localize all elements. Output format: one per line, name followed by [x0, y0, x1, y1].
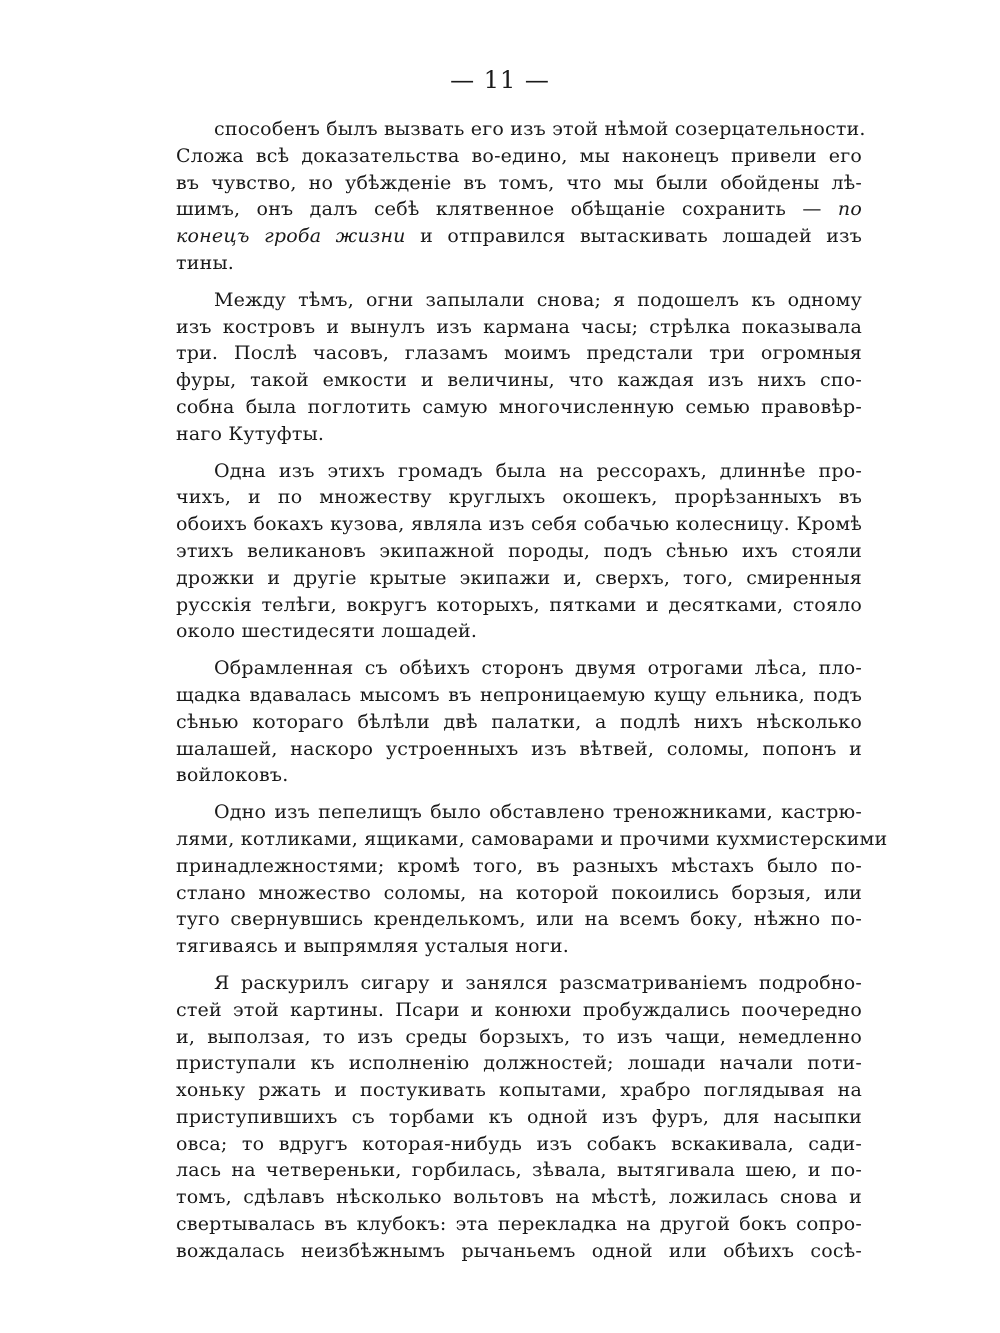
line-text: наго Кутуфты.	[176, 422, 325, 445]
text-line	[176, 223, 862, 250]
line-text: чихъ, и по множеству круглыхъ окошекъ, прорѣзанныхъ въ	[176, 486, 862, 509]
body-text	[176, 116, 888, 1275]
paragraph	[176, 799, 888, 960]
line-text: вождалась неизбѣжнымъ рычаньемъ одной или обѣихъ сосѣ-	[176, 1239, 862, 1262]
line-text: по	[837, 198, 862, 221]
text-line	[176, 250, 862, 277]
line-text: стлано множество соломы, на которой покоились борзыя, или	[176, 881, 862, 904]
paragraph	[176, 458, 862, 646]
line-text: фуры, такой емкости и величины, что каждая изъ нихъ спо-	[176, 369, 862, 392]
text-line	[176, 682, 862, 709]
text-line	[176, 458, 862, 485]
line-text: войлоковъ.	[176, 764, 289, 787]
page-number: — 11 —	[450, 66, 550, 94]
line-text: лась на четвереньки, горбилась, зѣвала, вытягивала шею, и по-	[176, 1159, 862, 1182]
text-line	[176, 484, 862, 511]
text-line	[176, 933, 862, 960]
line-text: сѣнью котораго бѣлѣли двѣ палатки, а подлѣ нихъ нѣсколько	[176, 710, 862, 733]
text-line	[176, 340, 862, 367]
text-line	[176, 196, 862, 223]
text-line	[176, 997, 862, 1024]
text-line	[176, 1184, 862, 1211]
line-text: томъ, сдѣлавъ нѣсколько вольтовъ на мѣстѣ, ложилась снова и	[176, 1186, 862, 1209]
line-text: обоихъ бокахъ кузова, являла изъ себя собачью колесницу. Кромѣ	[176, 513, 862, 536]
text-line	[176, 394, 862, 421]
text-line	[176, 1131, 862, 1158]
line-text: Между тѣмъ, огни запылали снова; я подошелъ къ одному	[214, 288, 862, 311]
text-line	[176, 1211, 862, 1238]
text-line	[176, 709, 862, 736]
text-line	[176, 853, 862, 880]
text-line	[176, 170, 862, 197]
line-text: свертывалась въ клубокъ: эта перекладка на другой бокъ сопро-	[176, 1213, 862, 1236]
line-text: этихъ великановъ экипажной породы, подъ сѣнью ихъ стояли	[176, 539, 862, 562]
line-text: стей этой картины. Псари и конюхи пробуждались поочередно	[176, 998, 862, 1021]
text-line	[176, 1077, 862, 1104]
text-line	[176, 970, 862, 997]
text-line	[176, 1157, 862, 1184]
text-line	[176, 1104, 862, 1131]
line-text: тягиваясь и выпрямляя усталыя ноги.	[176, 935, 569, 958]
line-text: Я раскурилъ сигару и занялся разсматриваніемъ подробно-	[214, 971, 862, 994]
line-text: шалашей, наскоро устроенныхъ изъ вѣтвей, соломы, попонъ и	[176, 737, 862, 760]
line-text: въ чувство, но убѣжденіе въ томъ, что мы были обойдены лѣ-	[176, 171, 862, 194]
text-line	[176, 736, 862, 763]
text-line	[176, 1238, 862, 1265]
line-text: конецъ гроба жизни	[176, 225, 406, 248]
line-text: приступившихъ съ торбами къ одной изъ фуръ, для насыпки	[176, 1105, 862, 1128]
text-line	[176, 143, 862, 170]
line-text: тины.	[176, 251, 234, 274]
text-line	[176, 1024, 862, 1051]
paragraph	[176, 287, 862, 448]
text-line	[176, 511, 862, 538]
text-line	[176, 906, 862, 933]
line-text: три. Послѣ часовъ, глазамъ моимъ предстали три огромныя	[176, 342, 862, 365]
text-line	[176, 655, 862, 682]
line-text: щадка вдавалась мысомъ въ непроницаемую кущу ельника, подъ	[176, 683, 862, 706]
paragraph	[176, 970, 862, 1265]
line-text: лями, котликами, ящиками, самоварами и прочими кухмистерскими	[176, 827, 888, 850]
line-text: Одно изъ пепелищъ было обставлено треножниками, кастрю-	[214, 801, 862, 824]
text-line	[176, 538, 862, 565]
line-text: дрожки и другіе крытые экипажи и, сверхъ, того, смиренныя	[176, 566, 862, 589]
text-line	[176, 880, 862, 907]
text-line	[176, 116, 866, 143]
paragraph	[176, 116, 866, 277]
line-text: и отправился вытаскивать лошадей изъ	[405, 225, 862, 248]
text-line	[176, 287, 862, 314]
text-line	[176, 762, 862, 789]
line-text: хоньку ржать и постукивать копытами, храбро поглядывая на	[176, 1079, 862, 1102]
line-text: приступали къ исполненію должностей; лошади начали поти-	[176, 1052, 862, 1075]
text-line	[176, 367, 862, 394]
line-text: собна была поглотить самую многочисленную семью правовѣр-	[176, 395, 862, 418]
text-line	[176, 826, 888, 853]
line-text: принадлежностями; кромѣ того, въ разныхъ мѣстахъ было по-	[176, 854, 862, 877]
text-line	[176, 314, 862, 341]
line-text: шимъ, онъ далъ себѣ клятвенное обѣщаніе сохранить —	[176, 198, 838, 221]
text-line	[176, 565, 862, 592]
text-line	[176, 799, 862, 826]
line-text: туго свернувшись кренделькомъ, или на всемъ боку, нѣжно по-	[176, 908, 862, 931]
line-text: Одна изъ этихъ громадъ была на рессорахъ, длиннѣе про-	[214, 459, 862, 482]
line-text: русскія телѣги, вокругъ которыхъ, пятками и десятками, стояло	[176, 593, 862, 616]
line-text: Сложа всѣ доказательства во-едино, мы наконецъ привели его	[176, 144, 862, 167]
paragraph	[176, 655, 862, 789]
text-line	[176, 421, 862, 448]
line-text: способенъ былъ вызвать его изъ этой нѣмой созерцательности.	[214, 118, 866, 140]
line-text: около шестидесяти лошадей.	[176, 620, 478, 643]
line-text: овса; то вдругъ которая-нибудь изъ собакъ вскакивала, сади-	[176, 1132, 862, 1155]
text-line	[176, 618, 862, 645]
line-text: и, выползая, то изъ среды борзыхъ, то изъ чащи, немедленно	[176, 1025, 862, 1048]
line-text: Обрамленная съ обѣихъ сторонъ двумя отрогами лѣса, пло-	[214, 657, 862, 680]
text-line	[176, 592, 862, 619]
text-line	[176, 1050, 862, 1077]
line-text: изъ костровъ и вынулъ изъ кармана часы; стрѣлка показывала	[176, 315, 862, 338]
